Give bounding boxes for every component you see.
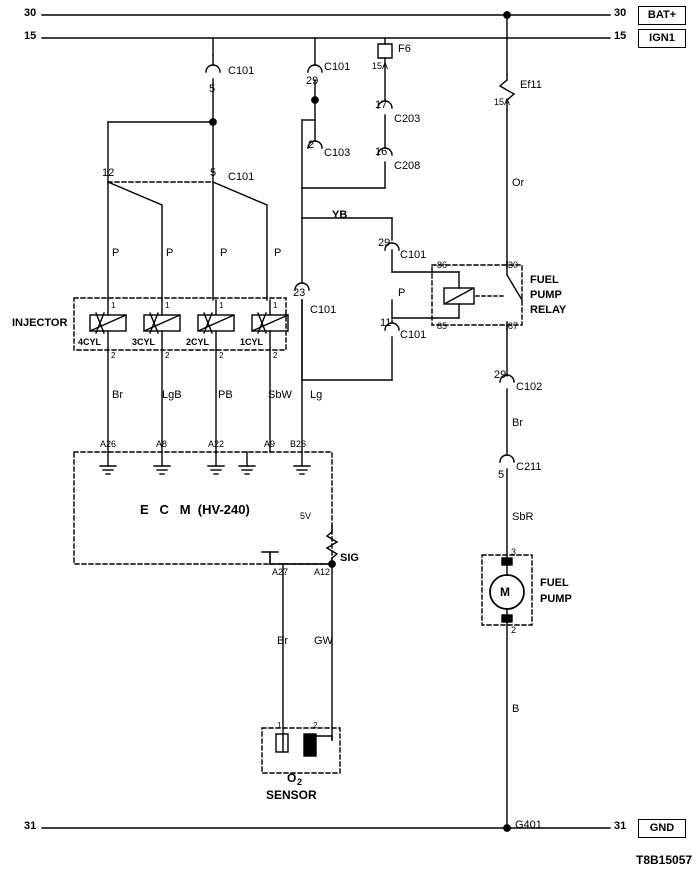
- o2-pin-2: 2: [313, 721, 318, 730]
- wire-color-br-o2: Br: [277, 635, 288, 647]
- injector-3cyl-label: 3CYL: [132, 337, 156, 347]
- connector-c101-lg: C101: [310, 304, 337, 316]
- rail-31-right-label: 31: [614, 820, 627, 832]
- ecm-pin-a22: A22: [208, 439, 225, 449]
- wire-color-pb: PB: [218, 389, 233, 401]
- o2-sensor-subscript: 2: [297, 777, 303, 787]
- fuel-pump-pin-3: 3: [511, 547, 517, 557]
- wire-color-p-4: P: [274, 247, 282, 259]
- connector-c102-pin: 29: [494, 369, 507, 381]
- ecm-pin-a12: A12: [314, 567, 331, 577]
- connector-c101-relay-gnd: C101: [400, 329, 427, 341]
- fuel-pump-title-line2: PUMP: [540, 593, 572, 605]
- fuel-pump-pin-2: 2: [511, 625, 517, 635]
- injector-3cyl-top-pin: 1: [165, 301, 170, 310]
- fuse-ef11-rating: 15A: [494, 97, 511, 107]
- connector-c101-relay-coil: C101: [400, 249, 427, 261]
- connector-c101-injector: C101: [228, 171, 255, 183]
- connector-c101-top-left: C101: [228, 65, 255, 77]
- gnd-box: GND: [638, 819, 686, 838]
- motor-symbol-m: M: [500, 585, 510, 599]
- injector-3cyl-bottom-pin: 2: [165, 351, 170, 360]
- injector-group-label: INJECTOR: [12, 317, 68, 329]
- pin-12-label: 12: [102, 167, 115, 179]
- o2-sensor-title: SENSOR: [266, 788, 317, 802]
- wire-color-p-1: P: [112, 247, 120, 259]
- connector-c103: C103: [324, 147, 351, 159]
- wire-color-b: B: [512, 703, 520, 715]
- ground-point-label: G401: [515, 819, 542, 831]
- relay-pin-86: 86: [437, 260, 448, 270]
- wire-color-sbr: SbR: [512, 511, 534, 523]
- rail-30-left-label: 30: [24, 7, 37, 19]
- fuse-f6-name: F6: [398, 43, 411, 55]
- ecm-pin-a9: A9: [264, 439, 276, 449]
- connector-c101-relay-gnd-pin: 11: [380, 317, 392, 329]
- pin-5-label: 5: [210, 167, 217, 179]
- wire-color-lgb: LgB: [162, 389, 182, 401]
- rail-15-right-label: 15: [614, 30, 627, 42]
- injector-4cyl-label: 4CYL: [78, 337, 102, 347]
- injector-1cyl-label: 1CYL: [240, 337, 264, 347]
- connector-c101-top-mid: C101: [324, 61, 351, 73]
- connector-c101-top-mid-pin: 29: [306, 75, 319, 87]
- relay-coil-wire-color: P: [398, 287, 406, 299]
- wire-color-sbw: SbW: [268, 389, 292, 401]
- fuse-f6-rating: 15A: [372, 61, 389, 71]
- injector-4cyl-top-pin: 1: [111, 301, 116, 310]
- connector-c102: C102: [516, 381, 543, 393]
- o2-sensor-name: O: [287, 771, 297, 785]
- wire-color-p-2: P: [166, 247, 174, 259]
- connector-c208-pin: 16: [375, 146, 388, 158]
- relay-title-line3: RELAY: [530, 304, 567, 316]
- ecm-label: E C M (HV-240): [140, 502, 250, 517]
- injector-4cyl-bottom-pin: 2: [111, 351, 116, 360]
- connector-c101-relay-coil-pin: 29: [378, 237, 391, 249]
- ecm-5v-label: 5V: [300, 511, 312, 521]
- rail-15-left-label: 15: [24, 30, 37, 42]
- diagram-code: T8B15057: [636, 853, 693, 867]
- relay-pin-85: 85: [437, 321, 448, 331]
- wire-color-br-pump: Br: [512, 417, 523, 429]
- rail-31-left-label: 31: [24, 820, 37, 832]
- ecm-sig-label: SIG: [340, 552, 359, 564]
- wire-color-yb: YB: [332, 209, 348, 221]
- relay-pin-87: 87: [508, 321, 519, 331]
- wire-color-p-3: P: [220, 247, 228, 259]
- wire-color-or: Or: [512, 177, 525, 189]
- o2-pin-1: 1: [277, 721, 282, 730]
- wire-color-lg: Lg: [310, 389, 323, 401]
- fuel-pump-title-line1: FUEL: [540, 577, 569, 589]
- injector-1cyl-bottom-pin: 2: [273, 351, 278, 360]
- injector-1cyl-top-pin: 1: [273, 301, 278, 310]
- bat-plus-box: BAT+: [638, 6, 686, 25]
- fuse-ef11-name: Ef11: [520, 79, 542, 91]
- connector-c101-lg-pin: 23: [293, 287, 306, 299]
- connector-c101-top-left-pin: 5: [209, 83, 216, 95]
- wire-color-gw: GW: [314, 635, 333, 647]
- ecm-pin-a8: A8: [156, 439, 168, 449]
- ecm-pin-b26: B26: [290, 439, 307, 449]
- ecm-pin-a26: A26: [100, 439, 117, 449]
- wire-color-br-injector: Br: [112, 389, 123, 401]
- ign1-box: IGN1: [638, 29, 686, 48]
- injector-2cyl-top-pin: 1: [219, 301, 224, 310]
- injector-2cyl-bottom-pin: 2: [219, 351, 224, 360]
- ecm-pin-a27: A27: [272, 567, 289, 577]
- connector-c211-pin: 5: [498, 469, 505, 481]
- relay-title-line2: PUMP: [530, 289, 562, 301]
- connector-c203-pin: 17: [375, 99, 388, 111]
- connector-c211: C211: [516, 461, 542, 473]
- connector-c103-pin: 2: [308, 139, 315, 151]
- connector-c203: C203: [394, 113, 421, 125]
- rail-30-right-label: 30: [614, 7, 627, 19]
- relay-title-line1: FUEL: [530, 274, 559, 286]
- connector-c208: C208: [394, 160, 421, 172]
- relay-pin-30: 30: [508, 260, 519, 270]
- injector-2cyl-label: 2CYL: [186, 337, 210, 347]
